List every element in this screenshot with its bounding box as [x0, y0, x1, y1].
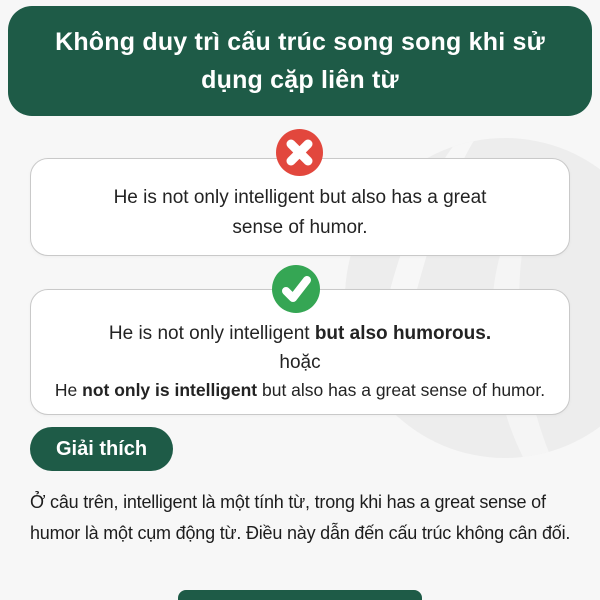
explanation-line2: humor là một cụm động từ. Điều này dẫn đến cấu trúc không cân đối.	[30, 523, 571, 543]
correct-line2-regular-pre: He	[54, 380, 83, 400]
correct-sentence-line2	[55, 376, 545, 404]
explanation-badge-label: Giải thích	[56, 437, 148, 460]
alternative-divider-word: hoặc	[279, 352, 321, 373]
correct-line1-bold: but also humorous.	[314, 323, 492, 344]
correct-sentence-line1	[109, 319, 491, 349]
check-circle-icon	[272, 265, 320, 313]
explanation-text	[30, 487, 590, 549]
page-title-line1: Không duy trì cấu trúc song song khi sử	[55, 28, 545, 56]
correct-line1-regular: He is not only intelligent	[108, 323, 315, 344]
incorrect-sentence-line1: He is not only intelligent but also has a great	[113, 187, 487, 208]
page-title-line2: dụng cặp liên từ	[201, 66, 399, 94]
x-circle-icon	[276, 129, 323, 176]
incorrect-sentence-line2: sense of humor.	[232, 217, 368, 238]
correct-line2-bold: not only is intelligent	[82, 380, 258, 400]
correct-line2-regular-post: but also has a great sense of humor.	[257, 380, 546, 400]
footer-accent-bar	[178, 590, 422, 600]
explanation-badge	[30, 427, 173, 471]
title-banner	[8, 6, 592, 116]
page-title	[55, 23, 545, 99]
explanation-line1: Ở câu trên, intelligent là một tính từ, trong khi has a great sense of	[30, 492, 546, 512]
